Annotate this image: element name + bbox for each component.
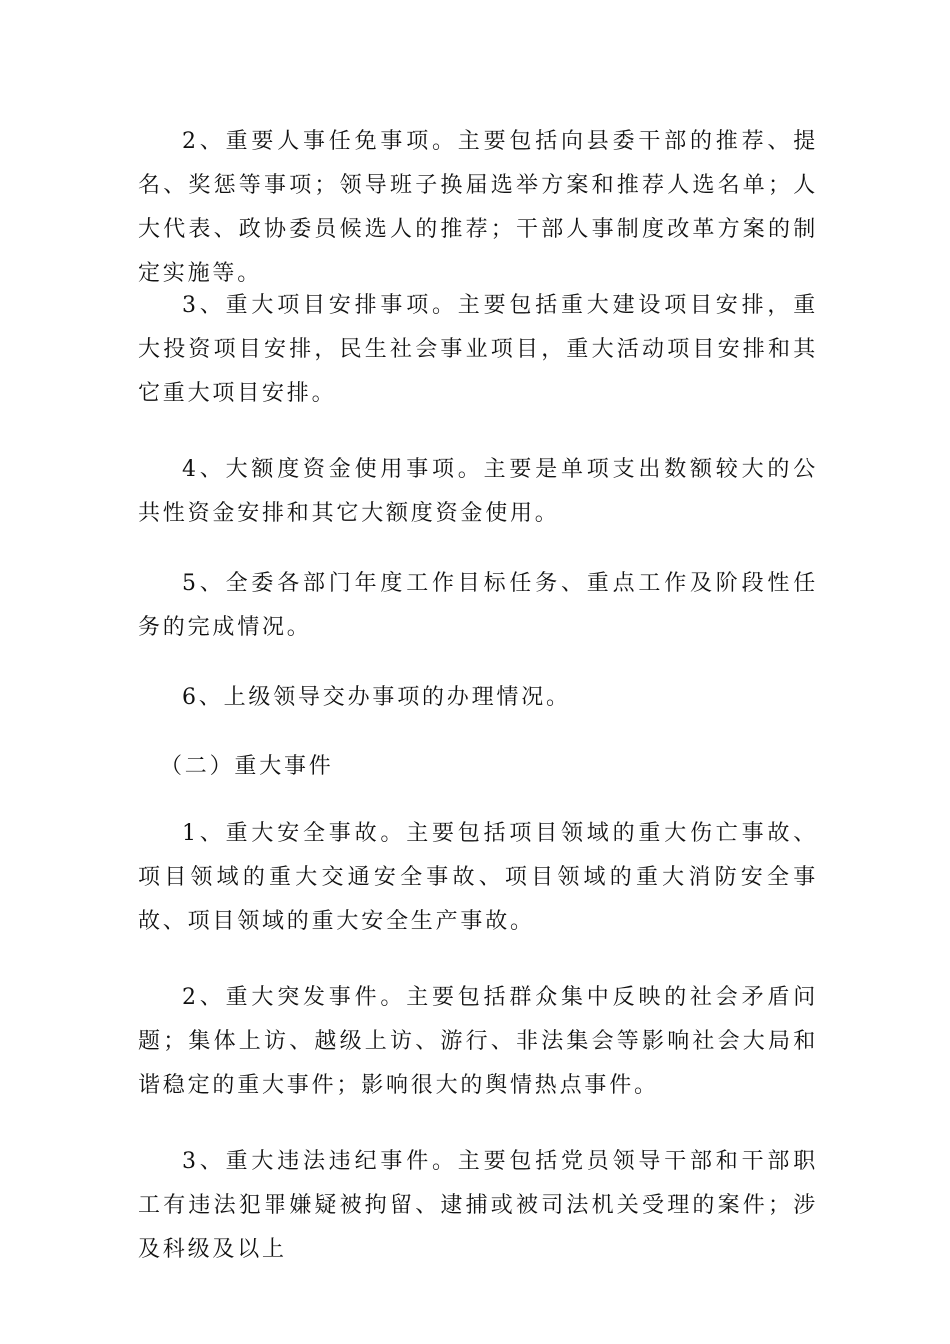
paragraph-annual-targets: 5、全委各部门年度工作目标任务、重点工作及阶段性任务的完成情况。 [138,571,818,640]
paragraph-violations: 3、重大违法违纪事件。主要包括党员领导干部和干部职工有违法犯罪嫌疑被拘留、逮捕或被司法机关受理的案件；涉及科级及以上 [138,1149,818,1262]
paragraph-assigned-matters: 6、上级领导交办事项的办理情况。 [182,685,571,710]
section-heading-major-events: （二）重大事件 [160,754,334,779]
paragraph-major-projects: 3、重大项目安排事项。主要包括重大建设项目安排，重大投资项目安排，民生社会事业项目，重大活动项目安排和其它重大项目安排。 [138,293,818,406]
paragraph-safety-accidents: 1、重大安全事故。主要包括项目领域的重大伤亡事故、项目领域的重大交通安全事故、项目领域的重大消防安全事故、项目领域的重大安全生产事故。 [138,821,818,934]
paragraph-personnel-appointments: 2、重要人事任免事项。主要包括向县委干部的推荐、提名、奖惩等事项；领导班子换届选举方案和推荐人选名单；人大代表、政协委员候选人的推荐；干部人事制度改革方案的制定实施等。 [138,129,818,286]
paragraph-emergencies: 2、重大突发事件。主要包括群众集中反映的社会矛盾问题；集体上访、越级上访、游行、非法集会等影响社会大局和谐稳定的重大事件；影响很大的舆情热点事件。 [138,985,818,1098]
paragraph-large-funds: 4、大额度资金使用事项。主要是单项支出数额较大的公共性资金安排和其它大额度资金使用。 [138,457,818,526]
